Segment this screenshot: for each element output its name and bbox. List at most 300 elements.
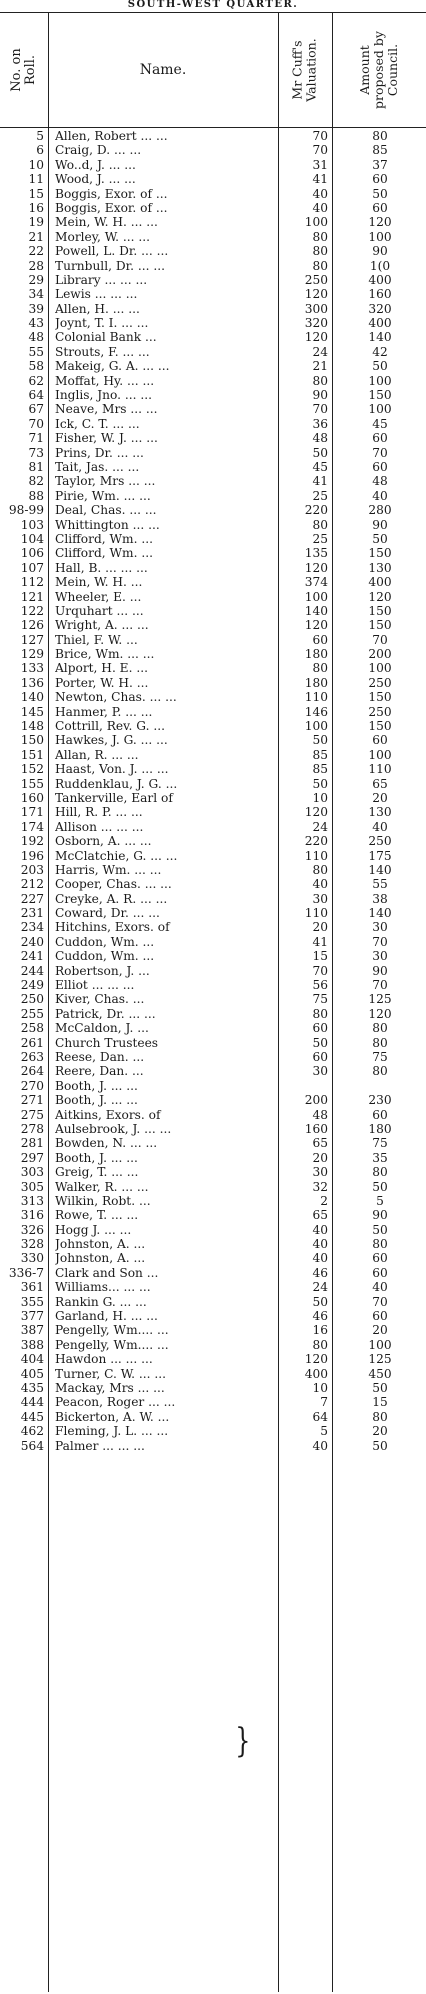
table-row	[0, 892, 426, 906]
owner-name: Clifford, Wm. ...	[55, 546, 153, 561]
owner-name: Robertson, J. ...	[55, 963, 150, 978]
brace-mark: }	[235, 1721, 251, 1761]
roll-number: 255	[20, 1006, 44, 1021]
cuff-valuation: 120	[304, 1352, 328, 1367]
roll-number: 564	[20, 1438, 44, 1453]
cuff-valuation: 70	[312, 402, 328, 417]
cuff-valuation: 64	[312, 1409, 328, 1424]
roll-number: 250	[20, 992, 44, 1007]
council-amount: 100	[368, 373, 392, 388]
table-row	[0, 1309, 426, 1323]
table-row	[0, 1223, 426, 1237]
council-amount: 100	[368, 747, 392, 762]
table-row	[0, 590, 426, 604]
roll-number: 48	[28, 330, 44, 345]
roll-number: 388	[20, 1337, 44, 1352]
owner-name: Rankin G. ... ...	[55, 1294, 147, 1309]
roll-number: 355	[20, 1294, 44, 1309]
owner-name: Deal, Chas. ... ...	[55, 503, 157, 518]
roll-number: 444	[20, 1395, 44, 1410]
cuff-valuation: 30	[312, 891, 328, 906]
page-title: SOUTH-WEST QUARTER.	[127, 0, 299, 10]
cuff-valuation: 15	[312, 949, 328, 964]
roll-number: 82	[28, 474, 44, 489]
owner-name: Craig, D. ... ...	[55, 143, 142, 158]
owner-name: McClatchie, G. ... ...	[55, 848, 178, 863]
roll-number: 241	[20, 949, 44, 964]
council-amount: 30	[372, 949, 388, 964]
roll-number: 263	[20, 1050, 44, 1064]
table-row	[0, 1136, 426, 1150]
council-amount: 250	[368, 675, 392, 690]
roll-number: 155	[20, 776, 44, 791]
cuff-valuation: 220	[304, 503, 328, 518]
cuff-valuation: 100	[304, 589, 328, 604]
owner-name: Johnston, A. ...	[55, 1251, 146, 1266]
roll-number: 106	[20, 546, 44, 561]
cuff-valuation: 46	[312, 1309, 328, 1324]
owner-name: Colonial Bank ...	[55, 330, 157, 345]
table-row	[0, 748, 426, 762]
owner-name: Fleming, J. L. ... ...	[55, 1424, 169, 1439]
roll-number: 231	[20, 906, 44, 921]
table-row	[0, 604, 426, 618]
council-amount: 40	[372, 819, 388, 834]
council-amount: 65	[372, 776, 388, 791]
table-row	[0, 244, 426, 258]
council-amount: 400	[368, 316, 392, 331]
roll-number: 303	[20, 1165, 44, 1180]
owner-name: Garland, H. ... ...	[55, 1309, 158, 1324]
council-amount: 100	[368, 1337, 392, 1352]
roll-number: 152	[20, 762, 44, 777]
owner-name: Hawkes, J. G. ... ...	[55, 733, 168, 748]
cuff-valuation: 24	[312, 819, 328, 834]
table-row	[0, 1021, 426, 1035]
roll-number: 64	[28, 388, 44, 403]
table-row	[0, 359, 426, 373]
owner-name: Reese, Dan. ...	[55, 1050, 145, 1064]
roll-table-body	[0, 129, 426, 1453]
roll-number: 328	[20, 1237, 44, 1252]
cuff-valuation: 40	[312, 200, 328, 215]
roll-number: 126	[20, 618, 44, 633]
table-row	[0, 1165, 426, 1179]
cuff-valuation: 80	[312, 661, 328, 676]
council-amount: 90	[372, 517, 388, 532]
cuff-valuation: 70	[312, 963, 328, 978]
table-row	[0, 474, 426, 488]
council-amount: 250	[368, 834, 392, 849]
council-amount: 5	[376, 1193, 384, 1208]
cuff-valuation: 180	[304, 647, 328, 662]
council-amount: 150	[368, 603, 392, 618]
cuff-valuation: 200	[304, 1093, 328, 1108]
header-no-on-roll-label: No. on Roll.	[9, 47, 38, 92]
table-row	[0, 978, 426, 992]
table-row	[0, 1251, 426, 1265]
table-row	[0, 345, 426, 359]
roll-number: 122	[20, 603, 44, 618]
cuff-valuation: 25	[312, 488, 328, 503]
cuff-valuation: 25	[312, 531, 328, 546]
owner-name: Cuddon, Wm. ...	[55, 934, 155, 949]
roll-number: 192	[20, 834, 44, 849]
table-row	[0, 777, 426, 791]
roll-number: 136	[20, 675, 44, 690]
owner-name: Neave, Mrs ... ...	[55, 402, 158, 417]
owner-name: Mackay, Mrs ... ...	[55, 1380, 165, 1395]
table-row	[0, 863, 426, 877]
owner-name: Patrick, Dr. ... ...	[55, 1006, 156, 1021]
owner-name: Pirie, Wm. ... ...	[55, 488, 151, 503]
roll-number: 6	[36, 143, 44, 158]
table-row	[0, 647, 426, 661]
owner-name: Fisher, W. J. ... ...	[55, 431, 158, 446]
owner-name: Church Trustees	[55, 1035, 159, 1050]
owner-name: Joynt, T. I. ... ...	[55, 316, 149, 331]
table-row	[0, 489, 426, 503]
table-row	[0, 1367, 426, 1381]
council-amount: 60	[372, 431, 388, 446]
owner-name: Aitkins, Exors. of	[55, 1107, 161, 1122]
cuff-valuation: 80	[312, 1337, 328, 1352]
council-amount: 320	[368, 301, 392, 316]
council-amount: 50	[372, 186, 388, 201]
owner-name: Alport, H. E. ...	[55, 661, 148, 676]
owner-name: Hogg J. ... ...	[55, 1222, 132, 1237]
cuff-valuation: 75	[312, 992, 328, 1007]
table-row	[0, 201, 426, 215]
owner-name: Clark and Son ...	[55, 1265, 159, 1280]
table-row	[0, 1439, 426, 1453]
owner-name: Booth, J. ... ...	[55, 1093, 138, 1108]
table-row	[0, 1007, 426, 1021]
council-amount: 20	[372, 1424, 388, 1439]
owner-name: Ruddenklau, J. G. ...	[55, 776, 178, 791]
council-amount: 150	[368, 719, 392, 734]
owner-name: Urquhart ... ...	[55, 603, 144, 618]
cuff-valuation: 110	[304, 690, 328, 705]
table-row	[0, 503, 426, 517]
owner-name: Cooper, Chas. ... ...	[55, 877, 172, 892]
owner-name: Johnston, A. ...	[55, 1237, 146, 1252]
table-row	[0, 964, 426, 978]
roll-number: 171	[20, 805, 44, 820]
council-amount: 100	[368, 402, 392, 417]
owner-name: Whittington ... ...	[55, 517, 160, 532]
header-proposed	[332, 12, 426, 127]
cuff-valuation: 40	[312, 1222, 328, 1237]
table-row	[0, 518, 426, 532]
owner-name: Greig, T. ... ...	[55, 1165, 139, 1180]
roll-number: 140	[20, 690, 44, 705]
council-amount: 280	[368, 503, 392, 518]
roll-number: 29	[28, 272, 44, 287]
cuff-valuation: 120	[304, 618, 328, 633]
owner-name: Kiver, Chas. ...	[55, 992, 145, 1007]
cuff-valuation: 80	[312, 258, 328, 273]
table-row	[0, 1338, 426, 1352]
council-amount: 150	[368, 546, 392, 561]
owner-name: Turner, C. W. ... ...	[55, 1366, 166, 1381]
header-no-on-roll	[0, 12, 48, 127]
owner-name: Pengelly, Wm.... ...	[55, 1323, 169, 1338]
roll-number: 305	[20, 1179, 44, 1194]
roll-number: 73	[28, 445, 44, 460]
cuff-valuation: 70	[312, 129, 328, 143]
cuff-valuation: 40	[312, 877, 328, 892]
table-row	[0, 690, 426, 704]
roll-number: 129	[20, 647, 44, 662]
council-amount: 150	[368, 388, 392, 403]
cuff-valuation: 48	[312, 431, 328, 446]
cuff-valuation: 140	[304, 603, 328, 618]
table-row	[0, 1194, 426, 1208]
cuff-valuation: 135	[304, 546, 328, 561]
owner-name: Allan, R. ... ...	[55, 747, 139, 762]
council-amount: 120	[368, 1006, 392, 1021]
roll-number: 196	[20, 848, 44, 863]
cuff-valuation: 24	[312, 1280, 328, 1295]
roll-number: 405	[20, 1366, 44, 1381]
table-row	[0, 1424, 426, 1438]
cuff-valuation: 80	[312, 373, 328, 388]
council-amount: 60	[372, 459, 388, 474]
owner-name: Hill, R. P. ... ...	[55, 805, 143, 820]
council-amount: 60	[372, 1309, 388, 1324]
owner-name: Inglis, Jno. ... ...	[55, 388, 152, 403]
council-amount: 230	[368, 1093, 392, 1108]
owner-name: Powell, L. Dr. ... ...	[55, 244, 169, 259]
table-row	[0, 1266, 426, 1280]
cuff-valuation: 50	[312, 776, 328, 791]
cuff-valuation: 50	[312, 733, 328, 748]
council-amount: 80	[372, 1165, 388, 1180]
table-row	[0, 1079, 426, 1093]
cuff-valuation: 21	[312, 359, 328, 374]
owner-name: Tankerville, Earl of	[55, 790, 173, 805]
table-row	[0, 877, 426, 891]
council-amount: 75	[372, 1050, 388, 1064]
roll-number: 404	[20, 1352, 44, 1367]
table-row	[0, 215, 426, 229]
council-amount: 1(0	[369, 258, 391, 273]
cuff-valuation: 32	[312, 1179, 328, 1194]
table-row	[0, 431, 426, 445]
owner-name: Harris, Wm. ... ...	[55, 862, 162, 877]
roll-number: 11	[28, 172, 44, 187]
council-amount: 150	[368, 618, 392, 633]
roll-number: 15	[28, 186, 44, 201]
table-row	[0, 1093, 426, 1107]
council-amount: 55	[372, 877, 388, 892]
table-row	[0, 273, 426, 287]
roll-number: 148	[20, 719, 44, 734]
cuff-valuation: 120	[304, 287, 328, 302]
owner-name: Mein, W. H. ...	[55, 575, 143, 590]
header-valuation	[278, 12, 332, 127]
owner-name: Hall, B. ... ... ...	[55, 560, 148, 575]
roll-number: 249	[20, 978, 44, 993]
owner-name: Wood, J. ... ...	[55, 172, 136, 187]
cuff-valuation: 10	[312, 1380, 328, 1395]
cuff-valuation: 45	[312, 459, 328, 474]
cuff-valuation: 80	[312, 862, 328, 877]
cuff-valuation: 85	[312, 762, 328, 777]
council-amount: 75	[372, 1136, 388, 1151]
table-row	[0, 949, 426, 963]
roll-number: 39	[28, 301, 44, 316]
roll-number: 336-7	[8, 1265, 44, 1280]
cuff-valuation: 40	[312, 1251, 328, 1266]
roll-number: 316	[20, 1208, 44, 1223]
roll-number: 270	[20, 1078, 44, 1093]
roll-number: 22	[28, 244, 44, 259]
table-row	[0, 1108, 426, 1122]
header-name-label: Name.	[139, 61, 187, 78]
cuff-valuation: 400	[304, 1366, 328, 1381]
owner-name: Cuddon, Wm. ...	[55, 949, 155, 964]
owner-name: Strouts, F. ... ...	[55, 344, 150, 359]
cuff-valuation: 41	[312, 934, 328, 949]
owner-name: Brice, Wm. ... ...	[55, 647, 155, 662]
owner-name: Rowe, T. ... ...	[55, 1208, 139, 1223]
table-row	[0, 762, 426, 776]
council-amount: 80	[372, 1064, 388, 1079]
council-amount: 90	[372, 244, 388, 259]
table-row	[0, 1323, 426, 1337]
table-row	[0, 1180, 426, 1194]
council-amount: 140	[368, 330, 392, 345]
council-amount: 400	[368, 575, 392, 590]
council-amount: 60	[372, 1265, 388, 1280]
council-amount: 175	[368, 848, 392, 863]
table-row	[0, 820, 426, 834]
council-amount: 80	[372, 1237, 388, 1252]
owner-name: Library ... ... ...	[55, 272, 148, 287]
roll-number: 70	[28, 416, 44, 431]
council-amount: 180	[368, 1121, 392, 1136]
table-row	[0, 302, 426, 316]
council-amount: 250	[368, 704, 392, 719]
cuff-valuation: 30	[312, 1064, 328, 1079]
table-row	[0, 575, 426, 589]
council-amount: 60	[372, 1251, 388, 1266]
council-amount: 70	[372, 632, 388, 647]
council-amount: 70	[372, 445, 388, 460]
owner-name: Lewis ... ... ...	[55, 287, 138, 302]
roll-number: 43	[28, 316, 44, 331]
roll-number: 174	[20, 819, 44, 834]
cuff-valuation: 40	[312, 1438, 328, 1453]
roll-number: 258	[20, 1021, 44, 1036]
council-amount: 130	[368, 805, 392, 820]
cuff-valuation: 2	[320, 1193, 328, 1208]
roll-number: 104	[20, 531, 44, 546]
cuff-valuation: 5	[320, 1424, 328, 1439]
roll-number: 278	[20, 1121, 44, 1136]
council-amount: 80	[372, 129, 388, 143]
roll-number: 145	[20, 704, 44, 719]
table-row	[0, 834, 426, 848]
roll-number: 19	[28, 215, 44, 230]
owner-name: Creyke, A. R. ... ...	[55, 891, 168, 906]
council-amount: 50	[372, 1222, 388, 1237]
owner-name: Booth, J. ... ...	[55, 1078, 138, 1093]
council-amount: 50	[372, 1380, 388, 1395]
owner-name: Williams... ... ...	[55, 1280, 151, 1295]
owner-name: Haast, Von. J. ... ...	[55, 762, 169, 777]
council-amount: 140	[368, 862, 392, 877]
council-amount: 100	[368, 229, 392, 244]
cuff-valuation: 100	[304, 719, 328, 734]
roll-number: 361	[20, 1280, 44, 1295]
table-row	[0, 259, 426, 273]
cuff-valuation: 56	[312, 978, 328, 993]
council-amount: 140	[368, 906, 392, 921]
council-amount: 80	[372, 1409, 388, 1424]
table-row	[0, 935, 426, 949]
roll-number: 212	[20, 877, 44, 892]
roll-number: 313	[20, 1193, 44, 1208]
table-row	[0, 546, 426, 560]
table-row	[0, 532, 426, 546]
header-proposed-label: Amount proposed by Council.	[357, 30, 400, 109]
owner-name: Wilkin, Robt. ...	[55, 1193, 151, 1208]
council-amount: 50	[372, 1179, 388, 1194]
table-row	[0, 388, 426, 402]
cuff-valuation: 220	[304, 834, 328, 849]
council-amount: 35	[372, 1150, 388, 1165]
table-row	[0, 230, 426, 244]
roll-number: 387	[20, 1323, 44, 1338]
roll-number: 62	[28, 373, 44, 388]
council-amount: 85	[372, 143, 388, 158]
owner-name: Elliot ... ... ...	[55, 978, 135, 993]
roll-number: 28	[28, 258, 44, 273]
owner-name: Booth, J. ... ...	[55, 1150, 138, 1165]
cuff-valuation: 80	[312, 1006, 328, 1021]
table-row	[0, 402, 426, 416]
owner-name: Moffat, Hy. ... ...	[55, 373, 155, 388]
table-row	[0, 618, 426, 632]
cuff-valuation: 110	[304, 906, 328, 921]
owner-name: Hawdon ... ... ...	[55, 1352, 153, 1367]
council-amount: 120	[368, 215, 392, 230]
roll-number: 234	[20, 920, 44, 935]
cuff-valuation: 46	[312, 1265, 328, 1280]
cuff-valuation: 31	[312, 157, 328, 172]
owner-name: Wheeler, E. ...	[55, 589, 142, 604]
cuff-valuation: 80	[312, 229, 328, 244]
council-amount: 60	[372, 733, 388, 748]
owner-name: Hitchins, Exors. of	[55, 920, 170, 935]
council-amount: 30	[372, 920, 388, 935]
council-amount: 48	[372, 474, 388, 489]
roll-number: 151	[20, 747, 44, 762]
table-row	[0, 1295, 426, 1309]
roll-number: 103	[20, 517, 44, 532]
cuff-valuation: 100	[304, 215, 328, 230]
roll-number: 160	[20, 790, 44, 805]
table-row	[0, 129, 426, 143]
council-amount: 150	[368, 690, 392, 705]
cuff-valuation: 90	[312, 388, 328, 403]
table-row	[0, 805, 426, 819]
table-row	[0, 1237, 426, 1251]
table-row	[0, 446, 426, 460]
